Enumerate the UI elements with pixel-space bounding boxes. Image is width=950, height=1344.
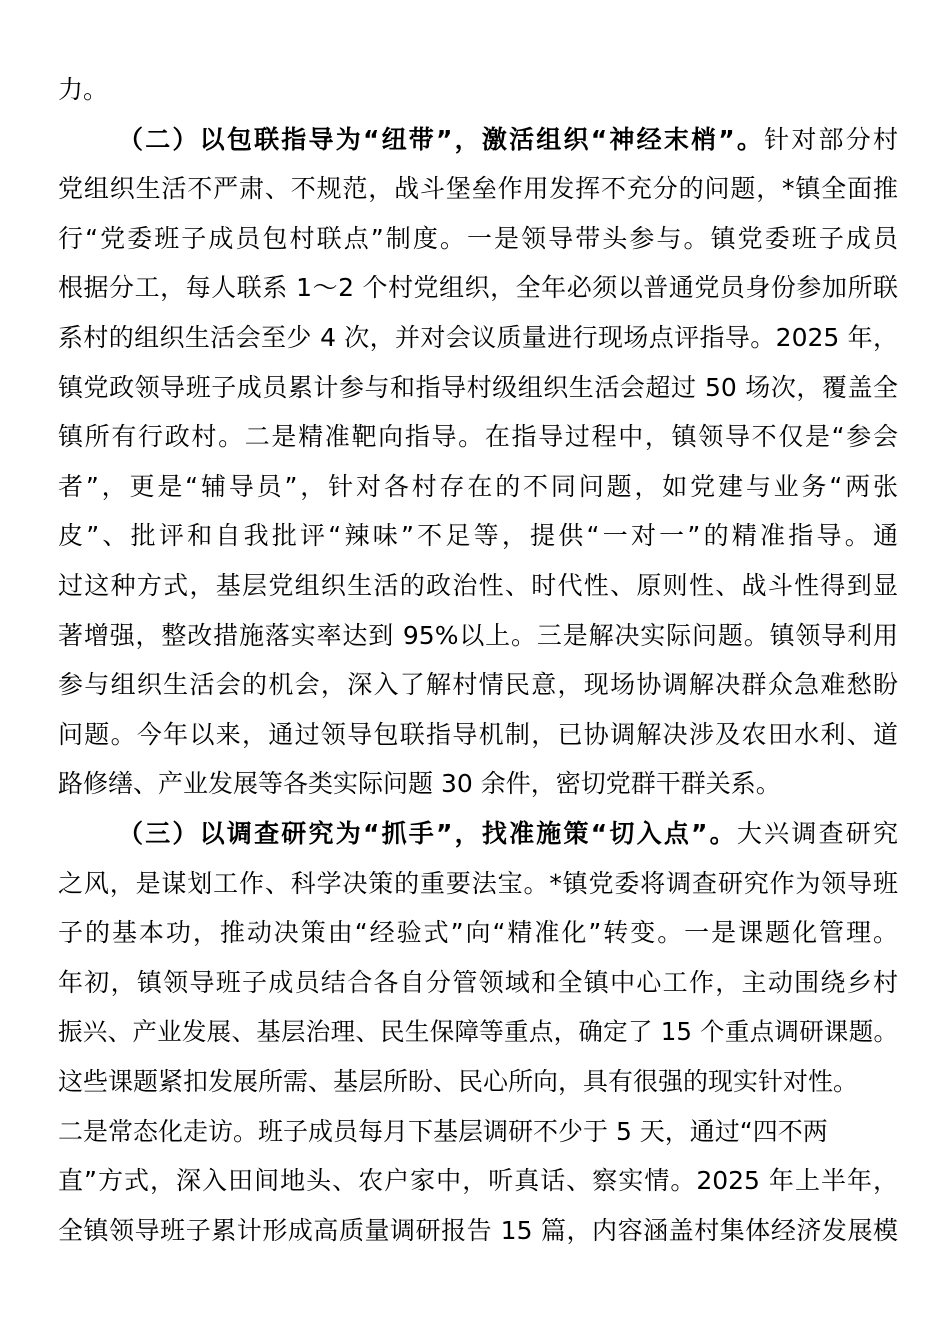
text-line: 参与组织生活会的机会，深入了解村情民意，现场协调解决群众急难愁盼 xyxy=(58,670,898,699)
text-line: 镇党政领导班子成员累计参与和指导村级组织生活会超过 50 场次，覆盖全 xyxy=(58,373,898,402)
text-line: 全镇领导班子累计形成高质量调研报告 15 篇，内容涵盖村集体经济发展模 xyxy=(58,1216,898,1245)
text-line: 二是常态化走访。班子成员每月下基层调研不少于 5 天，通过“四不两 xyxy=(58,1117,828,1146)
text-line: 镇所有行政村。二是精准靶向指导。在指导过程中，镇领导不仅是“参会 xyxy=(58,422,898,451)
text-line: 力。 xyxy=(58,75,109,104)
text-line: 者”，更是“辅导员”，针对各村存在的不同问题，如党建与业务“两张 xyxy=(58,472,898,501)
text-line: 年初，镇领导班子成员结合各自分管领域和全镇中心工作，主动围绕乡村 xyxy=(58,968,898,997)
text-line: 问题。今年以来，通过领导包联指导机制，已协调解决涉及农田水利、道 xyxy=(58,720,898,749)
text-line: 系村的组织生活会至少 4 次，并对会议质量进行现场点评指导。2025 年， xyxy=(58,323,898,352)
text-line: 振兴、产业发展、基层治理、民生保障等重点，确定了 15 个重点调研课题。 xyxy=(58,1017,898,1046)
text-line: 著增强，整改措施落实率达到 95%以上。三是解决实际问题。镇领导利用 xyxy=(58,621,898,650)
section-heading: （二）以包联指导为“纽带”，激活组织“神经末梢”。 xyxy=(118,125,765,154)
text-line: 过这种方式，基层党组织生活的政治性、时代性、原则性、战斗性得到显 xyxy=(58,571,898,600)
text-line: 皮”、批评和自我批评“辣味”不足等，提供“一对一”的精准指导。通 xyxy=(58,521,898,550)
section-heading: （三）以调查研究为“抓手”，找准施策“切入点”。 xyxy=(118,819,737,848)
section-heading-line: （三）以调查研究为“抓手”，找准施策“切入点”。大兴调查研究 xyxy=(118,819,898,848)
text-line: 这些课题紧扣发展所需、基层所盼、民心所向，具有很强的现实针对性。 xyxy=(58,1067,859,1096)
text-line: 行“党委班子成员包村联点”制度。一是领导带头参与。镇党委班子成员 xyxy=(58,224,898,253)
section-heading-line: （二）以包联指导为“纽带”，激活组织“神经末梢”。针对部分村 xyxy=(118,125,898,154)
text-line: 子的基本功，推动决策由“经验式”向“精准化”转变。一是课题化管理。 xyxy=(58,918,898,947)
text-line: 之风，是谋划工作、科学决策的重要法宝。*镇党委将调查研究作为领导班 xyxy=(58,869,898,898)
text-line: 路修缮、产业发展等各类实际问题 30 余件，密切党群干群关系。 xyxy=(58,769,781,798)
text-line: 根据分工，每人联系 1～2 个村党组织，全年必须以普通党员身份参加所联 xyxy=(58,273,898,302)
text-line: 党组织生活不严肃、不规范，战斗堡垒作用发挥不充分的问题，*镇全面推 xyxy=(58,174,898,203)
text-line: 直”方式，深入田间地头、农户家中，听真话、察实情。2025 年上半年， xyxy=(58,1166,898,1195)
